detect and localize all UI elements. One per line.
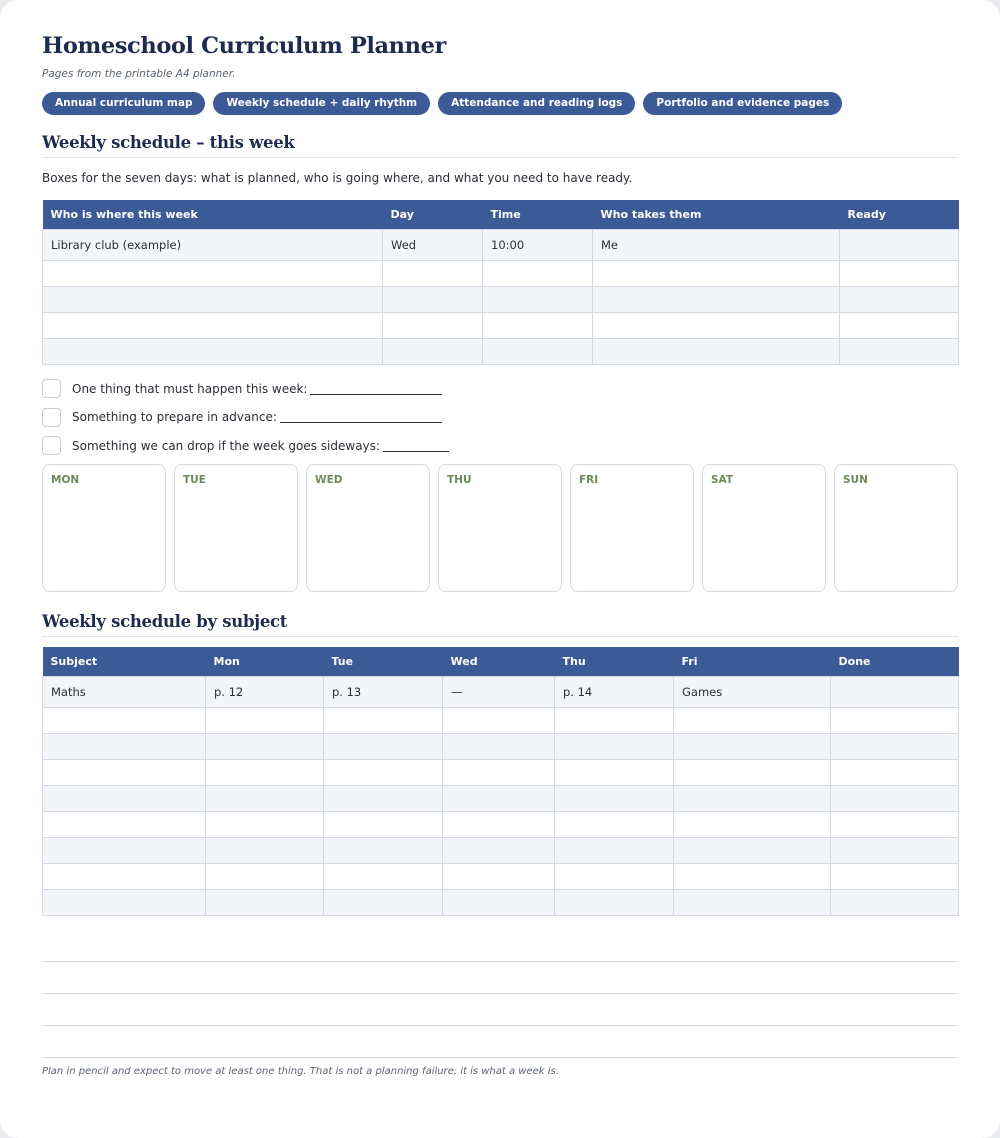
column-header: Thu: [555, 647, 674, 676]
table-cell[interactable]: [383, 338, 483, 364]
table-cell[interactable]: [443, 785, 555, 811]
table-row: [43, 707, 959, 733]
checklist-label: Something we can drop if the week goes sideways:: [72, 438, 380, 453]
column-header: Mon: [206, 647, 324, 676]
table-row: [43, 759, 959, 785]
table-cell[interactable]: [324, 811, 443, 837]
table-row: [43, 260, 959, 286]
table-cell[interactable]: [831, 837, 959, 863]
day-label: WED: [315, 474, 343, 486]
table-cell[interactable]: [840, 229, 959, 260]
notes-lines: [42, 961, 958, 1058]
table-cell[interactable]: [674, 759, 831, 785]
table-cell[interactable]: [831, 707, 959, 733]
table-cell[interactable]: [443, 759, 555, 785]
day-box-tue[interactable]: [174, 464, 298, 592]
table-cell[interactable]: [674, 889, 831, 915]
table-cell[interactable]: [383, 312, 483, 338]
table-cell[interactable]: [555, 863, 674, 889]
table-cell[interactable]: [593, 260, 840, 286]
table-cell[interactable]: [555, 889, 674, 915]
table-row: [43, 863, 959, 889]
table-cell[interactable]: [43, 811, 206, 837]
table-cell[interactable]: [206, 889, 324, 915]
table-cell[interactable]: Me: [593, 229, 840, 260]
table-cell[interactable]: [324, 733, 443, 759]
table-cell[interactable]: [831, 889, 959, 915]
table-cell[interactable]: [674, 785, 831, 811]
table-row: [43, 837, 959, 863]
table-cell[interactable]: [555, 759, 674, 785]
table-cell[interactable]: [43, 889, 206, 915]
table-cell[interactable]: [831, 733, 959, 759]
table-cell[interactable]: [840, 260, 959, 286]
table-cell[interactable]: [483, 286, 593, 312]
table-cell[interactable]: [43, 837, 206, 863]
table-cell[interactable]: [555, 837, 674, 863]
column-header: Who is where this week: [43, 200, 383, 229]
table-cell[interactable]: [43, 733, 206, 759]
table-cell[interactable]: [324, 759, 443, 785]
fill-in-blank[interactable]: [310, 383, 442, 395]
column-header: Wed: [443, 647, 555, 676]
day-box-sun[interactable]: [834, 464, 958, 592]
subject-schedule-table: [42, 647, 959, 916]
table-row: [43, 811, 959, 837]
table-cell[interactable]: Wed: [383, 229, 483, 260]
table-cell[interactable]: [206, 811, 324, 837]
table-cell[interactable]: [831, 811, 959, 837]
table-cell[interactable]: [593, 338, 840, 364]
section-title-this-week: Weekly schedule – this week: [42, 133, 958, 158]
table-cell[interactable]: [43, 785, 206, 811]
day-label: SUN: [843, 474, 868, 486]
table-cell[interactable]: [443, 863, 555, 889]
tab-weekly-schedule[interactable]: Weekly schedule + daily rhythm: [213, 92, 430, 115]
table-cell[interactable]: [43, 707, 206, 733]
table-cell[interactable]: [831, 676, 959, 707]
table-cell[interactable]: [443, 889, 555, 915]
table-cell[interactable]: [324, 707, 443, 733]
table-cell[interactable]: [593, 312, 840, 338]
table-cell[interactable]: [483, 338, 593, 364]
subject-table-body: [43, 676, 959, 915]
footer-note: Plan in pencil and expect to move at least one thing. That is not a planning failure, it is what a week is.: [42, 1065, 559, 1077]
table-cell[interactable]: [443, 811, 555, 837]
column-header: Tue: [324, 647, 443, 676]
who-is-where-table: [42, 200, 959, 365]
table-cell[interactable]: Maths: [43, 676, 206, 707]
table-cell[interactable]: [483, 260, 593, 286]
table-cell[interactable]: [206, 785, 324, 811]
column-header: Who takes them: [593, 200, 840, 229]
table-row: [43, 338, 959, 364]
table-row: [43, 889, 959, 915]
column-header: Done: [831, 647, 959, 676]
table-cell[interactable]: [43, 286, 383, 312]
table-cell[interactable]: [206, 837, 324, 863]
weekly-checklist: [42, 379, 958, 456]
table-cell[interactable]: p. 14: [555, 676, 674, 707]
table-cell[interactable]: [555, 707, 674, 733]
table-cell[interactable]: [674, 863, 831, 889]
section-title-by-subject: Weekly schedule by subject: [42, 612, 958, 637]
table-cell[interactable]: [206, 733, 324, 759]
day-label: MON: [51, 474, 80, 486]
table-cell[interactable]: [206, 707, 324, 733]
checkbox[interactable]: [42, 436, 61, 455]
day-box-fri[interactable]: [570, 464, 694, 592]
note-line[interactable]: [42, 1026, 958, 1058]
table-row: [43, 785, 959, 811]
day-box-wed[interactable]: [306, 464, 430, 592]
table-row: [43, 312, 959, 338]
page-tabs: [42, 92, 958, 115]
table-cell[interactable]: p. 13: [324, 676, 443, 707]
checkbox[interactable]: [42, 408, 61, 427]
table-cell[interactable]: [555, 733, 674, 759]
fill-in-blank[interactable]: [280, 411, 442, 423]
table-cell[interactable]: [831, 863, 959, 889]
table-cell[interactable]: p. 12: [206, 676, 324, 707]
day-label: FRI: [579, 474, 599, 486]
tab-attendance-reading-logs[interactable]: Attendance and reading logs: [438, 92, 635, 115]
table-row: [43, 733, 959, 759]
table-cell[interactable]: [443, 707, 555, 733]
day-box-sat[interactable]: [702, 464, 826, 592]
table-cell[interactable]: [831, 785, 959, 811]
table-cell[interactable]: Games: [674, 676, 831, 707]
table-cell[interactable]: [674, 733, 831, 759]
page-title: Homeschool Curriculum Planner: [42, 33, 446, 59]
table-row: [43, 286, 959, 312]
checklist-item: [42, 407, 958, 427]
tab-portfolio-evidence[interactable]: Portfolio and evidence pages: [643, 92, 842, 115]
table-cell[interactable]: [674, 707, 831, 733]
page-subtitle: Pages from the printable A4 planner.: [42, 68, 236, 80]
table-cell[interactable]: [43, 863, 206, 889]
checklist-item: [42, 436, 958, 456]
column-header: Ready: [840, 200, 959, 229]
fill-in-blank[interactable]: [383, 440, 449, 452]
day-boxes: [42, 464, 958, 592]
table-cell[interactable]: 10:00: [483, 229, 593, 260]
table-row: [43, 676, 959, 707]
table-cell[interactable]: [43, 260, 383, 286]
note-line[interactable]: [42, 994, 958, 1026]
checklist-label: One thing that must happen this week:: [72, 381, 308, 396]
day-label: THU: [447, 474, 472, 486]
table-cell[interactable]: [324, 785, 443, 811]
table-cell[interactable]: [206, 759, 324, 785]
table-header-row: [43, 647, 959, 676]
table-cell[interactable]: [443, 837, 555, 863]
table-cell[interactable]: [43, 759, 206, 785]
table-cell[interactable]: [383, 260, 483, 286]
column-header: Day: [383, 200, 483, 229]
table-cell[interactable]: [831, 759, 959, 785]
checkbox[interactable]: [42, 379, 61, 398]
table-cell[interactable]: [443, 733, 555, 759]
day-box-thu[interactable]: [438, 464, 562, 592]
table-cell[interactable]: [840, 286, 959, 312]
checklist-item: [42, 379, 958, 399]
table-cell[interactable]: [674, 837, 831, 863]
table-cell[interactable]: Library club (example): [43, 229, 383, 260]
table-cell[interactable]: [555, 785, 674, 811]
table-cell[interactable]: [840, 312, 959, 338]
table-cell[interactable]: —: [443, 676, 555, 707]
table-cell[interactable]: [324, 837, 443, 863]
table-cell[interactable]: [324, 889, 443, 915]
table-cell[interactable]: [483, 312, 593, 338]
day-box-mon[interactable]: [42, 464, 166, 592]
day-label: TUE: [183, 474, 206, 486]
table-cell[interactable]: [593, 286, 840, 312]
note-line[interactable]: [42, 962, 958, 994]
table-row: [43, 229, 959, 260]
tab-annual-curriculum-map[interactable]: Annual curriculum map: [42, 92, 205, 115]
column-header: Fri: [674, 647, 831, 676]
section-intro: Boxes for the seven days: what is planned, who is going where, and what you need to have ready.: [42, 171, 633, 185]
table-cell[interactable]: [43, 312, 383, 338]
table-header-row: [43, 200, 959, 229]
column-header: Subject: [43, 647, 206, 676]
column-header: Time: [483, 200, 593, 229]
table-cell[interactable]: [555, 811, 674, 837]
table-cell[interactable]: [43, 338, 383, 364]
checklist-label: Something to prepare in advance:: [72, 410, 277, 424]
day-label: SAT: [711, 474, 734, 486]
table-cell[interactable]: [840, 338, 959, 364]
table-cell[interactable]: [206, 863, 324, 889]
table-cell[interactable]: [383, 286, 483, 312]
table-cell[interactable]: [324, 863, 443, 889]
table-cell[interactable]: [674, 811, 831, 837]
